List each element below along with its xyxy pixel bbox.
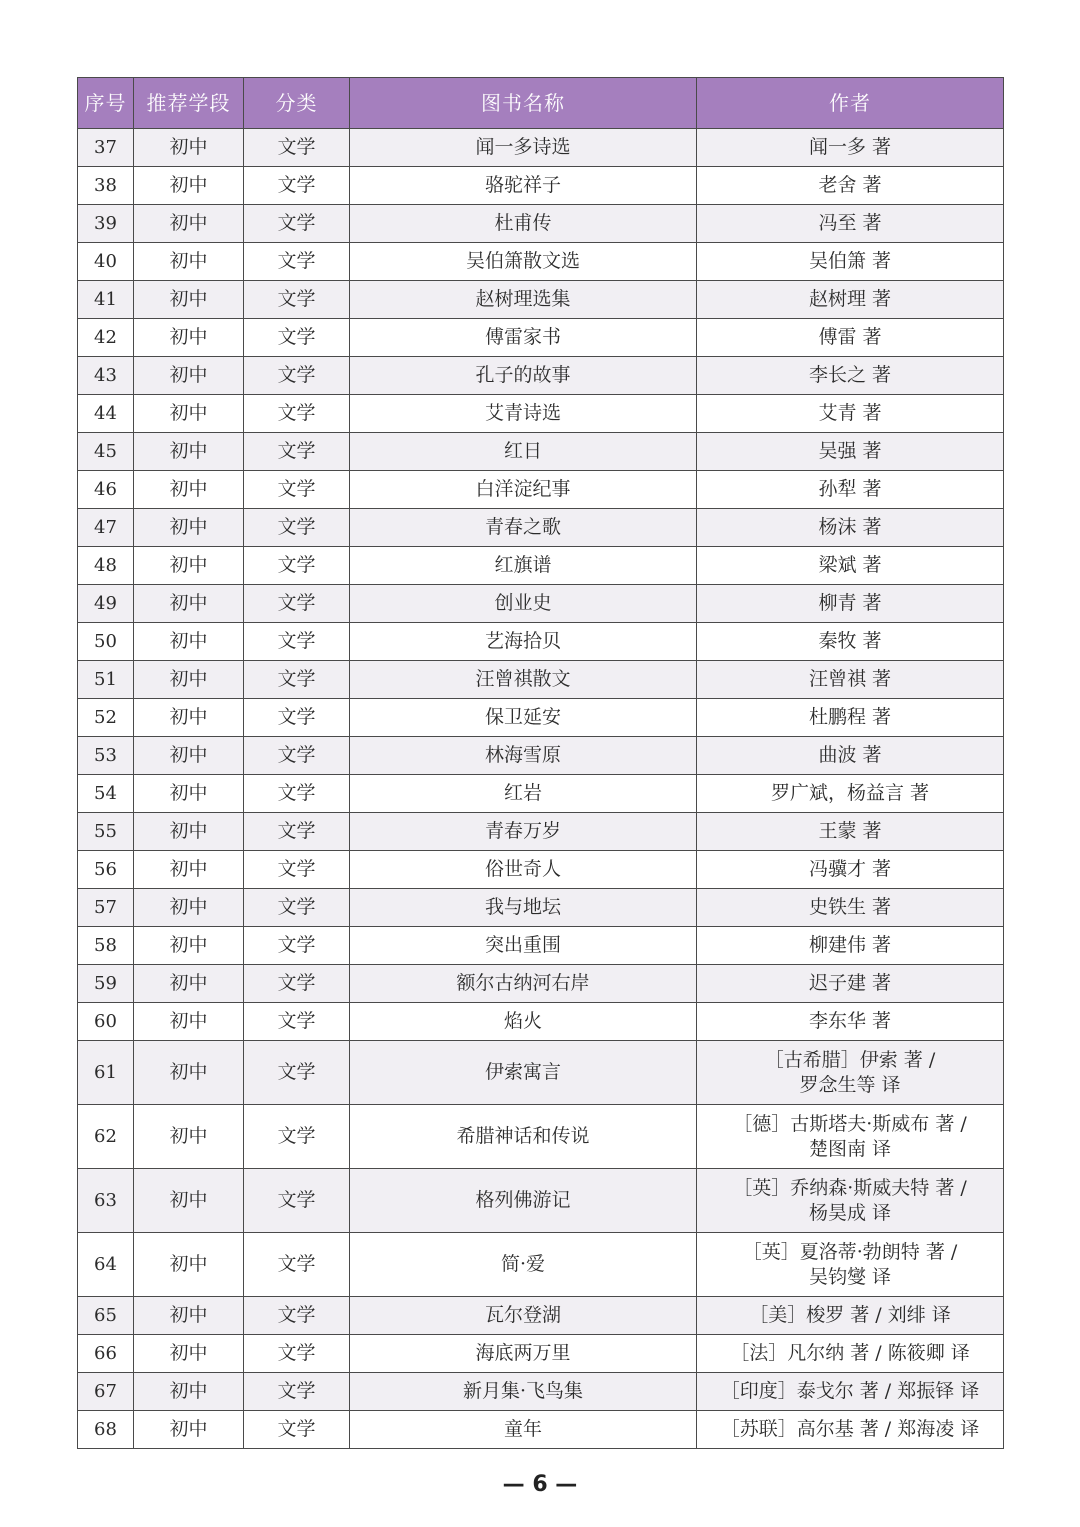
author-cell (697, 1105, 1004, 1169)
author-line: ［印度］泰戈尔 著 / 郑振铎 译 (720, 1380, 980, 1402)
table-row (78, 243, 1004, 281)
author-line: 史铁生 著 (808, 896, 892, 918)
table-row (78, 547, 1004, 585)
category-cell: 文学 (244, 737, 350, 775)
author-cell (697, 1233, 1004, 1297)
table-row (78, 1041, 1004, 1105)
stage-cell: 初中 (134, 889, 244, 927)
table-row (78, 775, 1004, 813)
stage-cell: 初中 (134, 167, 244, 205)
author-cell (697, 1297, 1004, 1335)
author-line: ［英］乔纳森·斯威夫特 著 / (733, 1176, 967, 1199)
stage-cell: 初中 (134, 965, 244, 1003)
row-number-cell: 43 (78, 357, 134, 395)
book-title-cell: 傅雷家书 (350, 319, 697, 357)
author-cell (697, 395, 1004, 433)
category-cell: 文学 (244, 775, 350, 813)
author-line: 吴强 著 (818, 440, 882, 462)
category-cell: 文学 (244, 965, 350, 1003)
stage-cell: 初中 (134, 927, 244, 965)
author-line: 王蒙 著 (818, 820, 882, 842)
author-cell (697, 623, 1004, 661)
table-row (78, 889, 1004, 927)
stage-cell: 初中 (134, 1041, 244, 1105)
author-cell (697, 243, 1004, 281)
book-title-cell: 格列佛游记 (350, 1169, 697, 1233)
table-row (78, 1411, 1004, 1449)
book-title-cell: 青春之歌 (350, 509, 697, 547)
category-cell: 文学 (244, 1041, 350, 1105)
row-number-cell: 40 (78, 243, 134, 281)
stage-cell: 初中 (134, 1233, 244, 1297)
table-row (78, 433, 1004, 471)
book-title-cell: 突出重围 (350, 927, 697, 965)
category-cell: 文学 (244, 661, 350, 699)
table-row (78, 281, 1004, 319)
author-line: 梁斌 著 (818, 554, 882, 576)
author-cell (697, 1169, 1004, 1233)
author-cell (697, 509, 1004, 547)
row-number-cell: 68 (78, 1411, 134, 1449)
row-number-cell: 54 (78, 775, 134, 813)
category-cell: 文学 (244, 319, 350, 357)
stage-cell: 初中 (134, 737, 244, 775)
stage-cell: 初中 (134, 357, 244, 395)
book-title-cell: 额尔古纳河右岸 (350, 965, 697, 1003)
row-number-cell: 47 (78, 509, 134, 547)
stage-cell: 初中 (134, 471, 244, 509)
book-title-cell: 红日 (350, 433, 697, 471)
category-cell: 文学 (244, 471, 350, 509)
author-cell (697, 889, 1004, 927)
row-number-cell: 62 (78, 1105, 134, 1169)
category-cell: 文学 (244, 167, 350, 205)
author-cell (697, 357, 1004, 395)
table-row (78, 319, 1004, 357)
category-cell: 文学 (244, 395, 350, 433)
author-line: 杨沫 著 (818, 516, 882, 538)
book-title-cell: 红旗谱 (350, 547, 697, 585)
table-row (78, 813, 1004, 851)
row-number-cell: 61 (78, 1041, 134, 1105)
stage-cell: 初中 (134, 623, 244, 661)
row-number-cell: 58 (78, 927, 134, 965)
category-cell: 文学 (244, 927, 350, 965)
author-line: 杜鹏程 著 (808, 706, 892, 728)
book-title-cell: 红岩 (350, 775, 697, 813)
book-title-cell: 保卫延安 (350, 699, 697, 737)
author-line: 冯至 著 (818, 212, 882, 234)
category-cell: 文学 (244, 1411, 350, 1449)
table-row (78, 661, 1004, 699)
book-title-cell: 闻一多诗选 (350, 129, 697, 167)
row-number-cell: 63 (78, 1169, 134, 1233)
book-title-cell: 简·爱 (350, 1233, 697, 1297)
stage-cell: 初中 (134, 1411, 244, 1449)
author-cell (697, 129, 1004, 167)
author-cell (697, 585, 1004, 623)
author-cell (697, 547, 1004, 585)
author-line: 闻一多 著 (808, 136, 892, 158)
category-cell: 文学 (244, 433, 350, 471)
author-line: 李东华 著 (808, 1010, 892, 1032)
row-number-cell: 49 (78, 585, 134, 623)
author-cell (697, 661, 1004, 699)
stage-cell: 初中 (134, 281, 244, 319)
category-cell: 文学 (244, 1335, 350, 1373)
category-cell: 文学 (244, 1373, 350, 1411)
row-number-cell: 59 (78, 965, 134, 1003)
stage-cell: 初中 (134, 1169, 244, 1233)
book-title-cell: 吴伯箫散文选 (350, 243, 697, 281)
table-row (78, 699, 1004, 737)
author-cell (697, 205, 1004, 243)
author-line: 秦牧 著 (818, 630, 882, 652)
row-number-cell: 56 (78, 851, 134, 889)
stage-cell: 初中 (134, 1373, 244, 1411)
table-row (78, 585, 1004, 623)
row-number-cell: 50 (78, 623, 134, 661)
book-title-cell: 伊索寓言 (350, 1041, 697, 1105)
row-number-cell: 60 (78, 1003, 134, 1041)
stage-cell: 初中 (134, 1335, 244, 1373)
category-cell: 文学 (244, 585, 350, 623)
row-number-cell: 65 (78, 1297, 134, 1335)
row-number-cell: 57 (78, 889, 134, 927)
stage-cell: 初中 (134, 1297, 244, 1335)
author-line: 傅雷 著 (818, 326, 882, 348)
stage-cell: 初中 (134, 699, 244, 737)
translator-line: 吴钧燮 译 (808, 1265, 892, 1288)
book-title-cell: 焰火 (350, 1003, 697, 1041)
book-title-cell: 青春万岁 (350, 813, 697, 851)
table-row (78, 927, 1004, 965)
author-line: 曲波 著 (818, 744, 882, 766)
row-number-cell: 48 (78, 547, 134, 585)
row-number-cell: 37 (78, 129, 134, 167)
stage-cell: 初中 (134, 129, 244, 167)
category-cell: 文学 (244, 509, 350, 547)
author-line: 赵树理 著 (808, 288, 892, 310)
row-number-cell: 42 (78, 319, 134, 357)
row-number-cell: 46 (78, 471, 134, 509)
table-row (78, 965, 1004, 1003)
book-title-cell: 汪曾祺散文 (350, 661, 697, 699)
stage-cell: 初中 (134, 1003, 244, 1041)
stage-cell: 初中 (134, 243, 244, 281)
book-title-cell: 海底两万里 (350, 1335, 697, 1373)
author-line: ［苏联］高尔基 著 / 郑海凌 译 (720, 1418, 980, 1440)
book-title-cell: 希腊神话和传说 (350, 1105, 697, 1169)
author-cell (697, 433, 1004, 471)
author-cell (697, 1335, 1004, 1373)
author-line: 冯骥才 著 (808, 858, 892, 880)
translator-line: 楚图南 译 (808, 1137, 892, 1160)
category-cell: 文学 (244, 281, 350, 319)
book-title-cell: 创业史 (350, 585, 697, 623)
book-title-cell: 新月集·飞鸟集 (350, 1373, 697, 1411)
table-row (78, 1373, 1004, 1411)
table-row (78, 357, 1004, 395)
author-cell (697, 1373, 1004, 1411)
table-row (78, 737, 1004, 775)
translator-line: 杨昊成 译 (808, 1201, 892, 1224)
book-title-cell: 童年 (350, 1411, 697, 1449)
row-number-cell: 66 (78, 1335, 134, 1373)
table-row (78, 167, 1004, 205)
stage-cell: 初中 (134, 547, 244, 585)
category-cell: 文学 (244, 1297, 350, 1335)
stage-cell: 初中 (134, 395, 244, 433)
stage-cell: 初中 (134, 1105, 244, 1169)
table-row (78, 851, 1004, 889)
author-cell (697, 319, 1004, 357)
author-line: 吴伯箫 著 (808, 250, 892, 272)
author-line: 汪曾祺 著 (808, 668, 892, 690)
category-cell: 文学 (244, 699, 350, 737)
translator-line: 罗念生等 译 (799, 1073, 901, 1096)
stage-cell: 初中 (134, 661, 244, 699)
author-cell (697, 737, 1004, 775)
author-line: ［法］凡尔纳 著 / 陈筱卿 译 (730, 1342, 970, 1364)
author-line: 迟子建 著 (808, 972, 892, 994)
book-title-cell: 林海雪原 (350, 737, 697, 775)
author-cell (697, 965, 1004, 1003)
category-cell: 文学 (244, 357, 350, 395)
table-row (78, 205, 1004, 243)
category-cell: 文学 (244, 851, 350, 889)
row-number-cell: 41 (78, 281, 134, 319)
stage-cell: 初中 (134, 813, 244, 851)
author-cell (697, 813, 1004, 851)
author-line: 老舍 著 (818, 174, 882, 196)
header-category: 分类 (244, 78, 350, 129)
author-line: 李长之 著 (808, 364, 892, 386)
category-cell: 文学 (244, 129, 350, 167)
category-cell: 文学 (244, 1105, 350, 1169)
row-number-cell: 53 (78, 737, 134, 775)
author-cell (697, 927, 1004, 965)
author-line: ［德］古斯塔夫·斯威布 著 / (733, 1112, 967, 1135)
row-number-cell: 64 (78, 1233, 134, 1297)
table-row (78, 623, 1004, 661)
stage-cell: 初中 (134, 509, 244, 547)
row-number-cell: 67 (78, 1373, 134, 1411)
row-number-cell: 39 (78, 205, 134, 243)
table-row (78, 471, 1004, 509)
author-line: 柳建伟 著 (808, 934, 892, 956)
stage-cell: 初中 (134, 205, 244, 243)
book-title-cell: 骆驼祥子 (350, 167, 697, 205)
stage-cell: 初中 (134, 851, 244, 889)
author-line: ［古希腊］伊索 著 / (764, 1048, 936, 1071)
book-title-cell: 艾青诗选 (350, 395, 697, 433)
table-row (78, 395, 1004, 433)
book-title-cell: 杜甫传 (350, 205, 697, 243)
table-row (78, 1297, 1004, 1335)
header-author: 作者 (697, 78, 1004, 129)
book-title-cell: 白洋淀纪事 (350, 471, 697, 509)
category-cell: 文学 (244, 1233, 350, 1297)
book-list-table (77, 77, 1004, 1449)
header-stage: 推荐学段 (134, 78, 244, 129)
author-line: ［美］梭罗 著 / 刘绯 译 (749, 1304, 951, 1326)
category-cell: 文学 (244, 889, 350, 927)
author-line: ［英］夏洛蒂·勃朗特 著 / (742, 1240, 958, 1263)
book-title-cell: 俗世奇人 (350, 851, 697, 889)
stage-cell: 初中 (134, 319, 244, 357)
author-cell (697, 1003, 1004, 1041)
table-header-row (78, 78, 1004, 129)
category-cell: 文学 (244, 547, 350, 585)
book-title-cell: 赵树理选集 (350, 281, 697, 319)
book-title-cell: 孔子的故事 (350, 357, 697, 395)
row-number-cell: 55 (78, 813, 134, 851)
category-cell: 文学 (244, 1169, 350, 1233)
row-number-cell: 51 (78, 661, 134, 699)
header-no: 序号 (78, 78, 134, 129)
header-title: 图书名称 (350, 78, 697, 129)
table-row (78, 1233, 1004, 1297)
book-title-cell: 艺海拾贝 (350, 623, 697, 661)
category-cell: 文学 (244, 205, 350, 243)
row-number-cell: 52 (78, 699, 134, 737)
table-row (78, 1335, 1004, 1373)
row-number-cell: 44 (78, 395, 134, 433)
author-line: 罗广斌，杨益言 著 (770, 782, 930, 804)
stage-cell: 初中 (134, 775, 244, 813)
category-cell: 文学 (244, 1003, 350, 1041)
author-line: 柳青 著 (818, 592, 882, 614)
author-line: 孙犁 著 (818, 478, 882, 500)
category-cell: 文学 (244, 243, 350, 281)
table-row (78, 129, 1004, 167)
row-number-cell: 38 (78, 167, 134, 205)
book-title-cell: 我与地坛 (350, 889, 697, 927)
table-row (78, 1105, 1004, 1169)
author-cell (697, 1041, 1004, 1105)
table-row (78, 1003, 1004, 1041)
author-cell (697, 1411, 1004, 1449)
table-row (78, 509, 1004, 547)
author-cell (697, 471, 1004, 509)
row-number-cell: 45 (78, 433, 134, 471)
author-line: 艾青 著 (818, 402, 882, 424)
author-cell (697, 281, 1004, 319)
author-cell (697, 851, 1004, 889)
stage-cell: 初中 (134, 433, 244, 471)
category-cell: 文学 (244, 813, 350, 851)
table-row (78, 1169, 1004, 1233)
author-cell (697, 775, 1004, 813)
author-cell (697, 167, 1004, 205)
category-cell: 文学 (244, 623, 350, 661)
page-number: — 6 — (502, 1472, 578, 1497)
book-title-cell: 瓦尔登湖 (350, 1297, 697, 1335)
stage-cell: 初中 (134, 585, 244, 623)
author-cell (697, 699, 1004, 737)
